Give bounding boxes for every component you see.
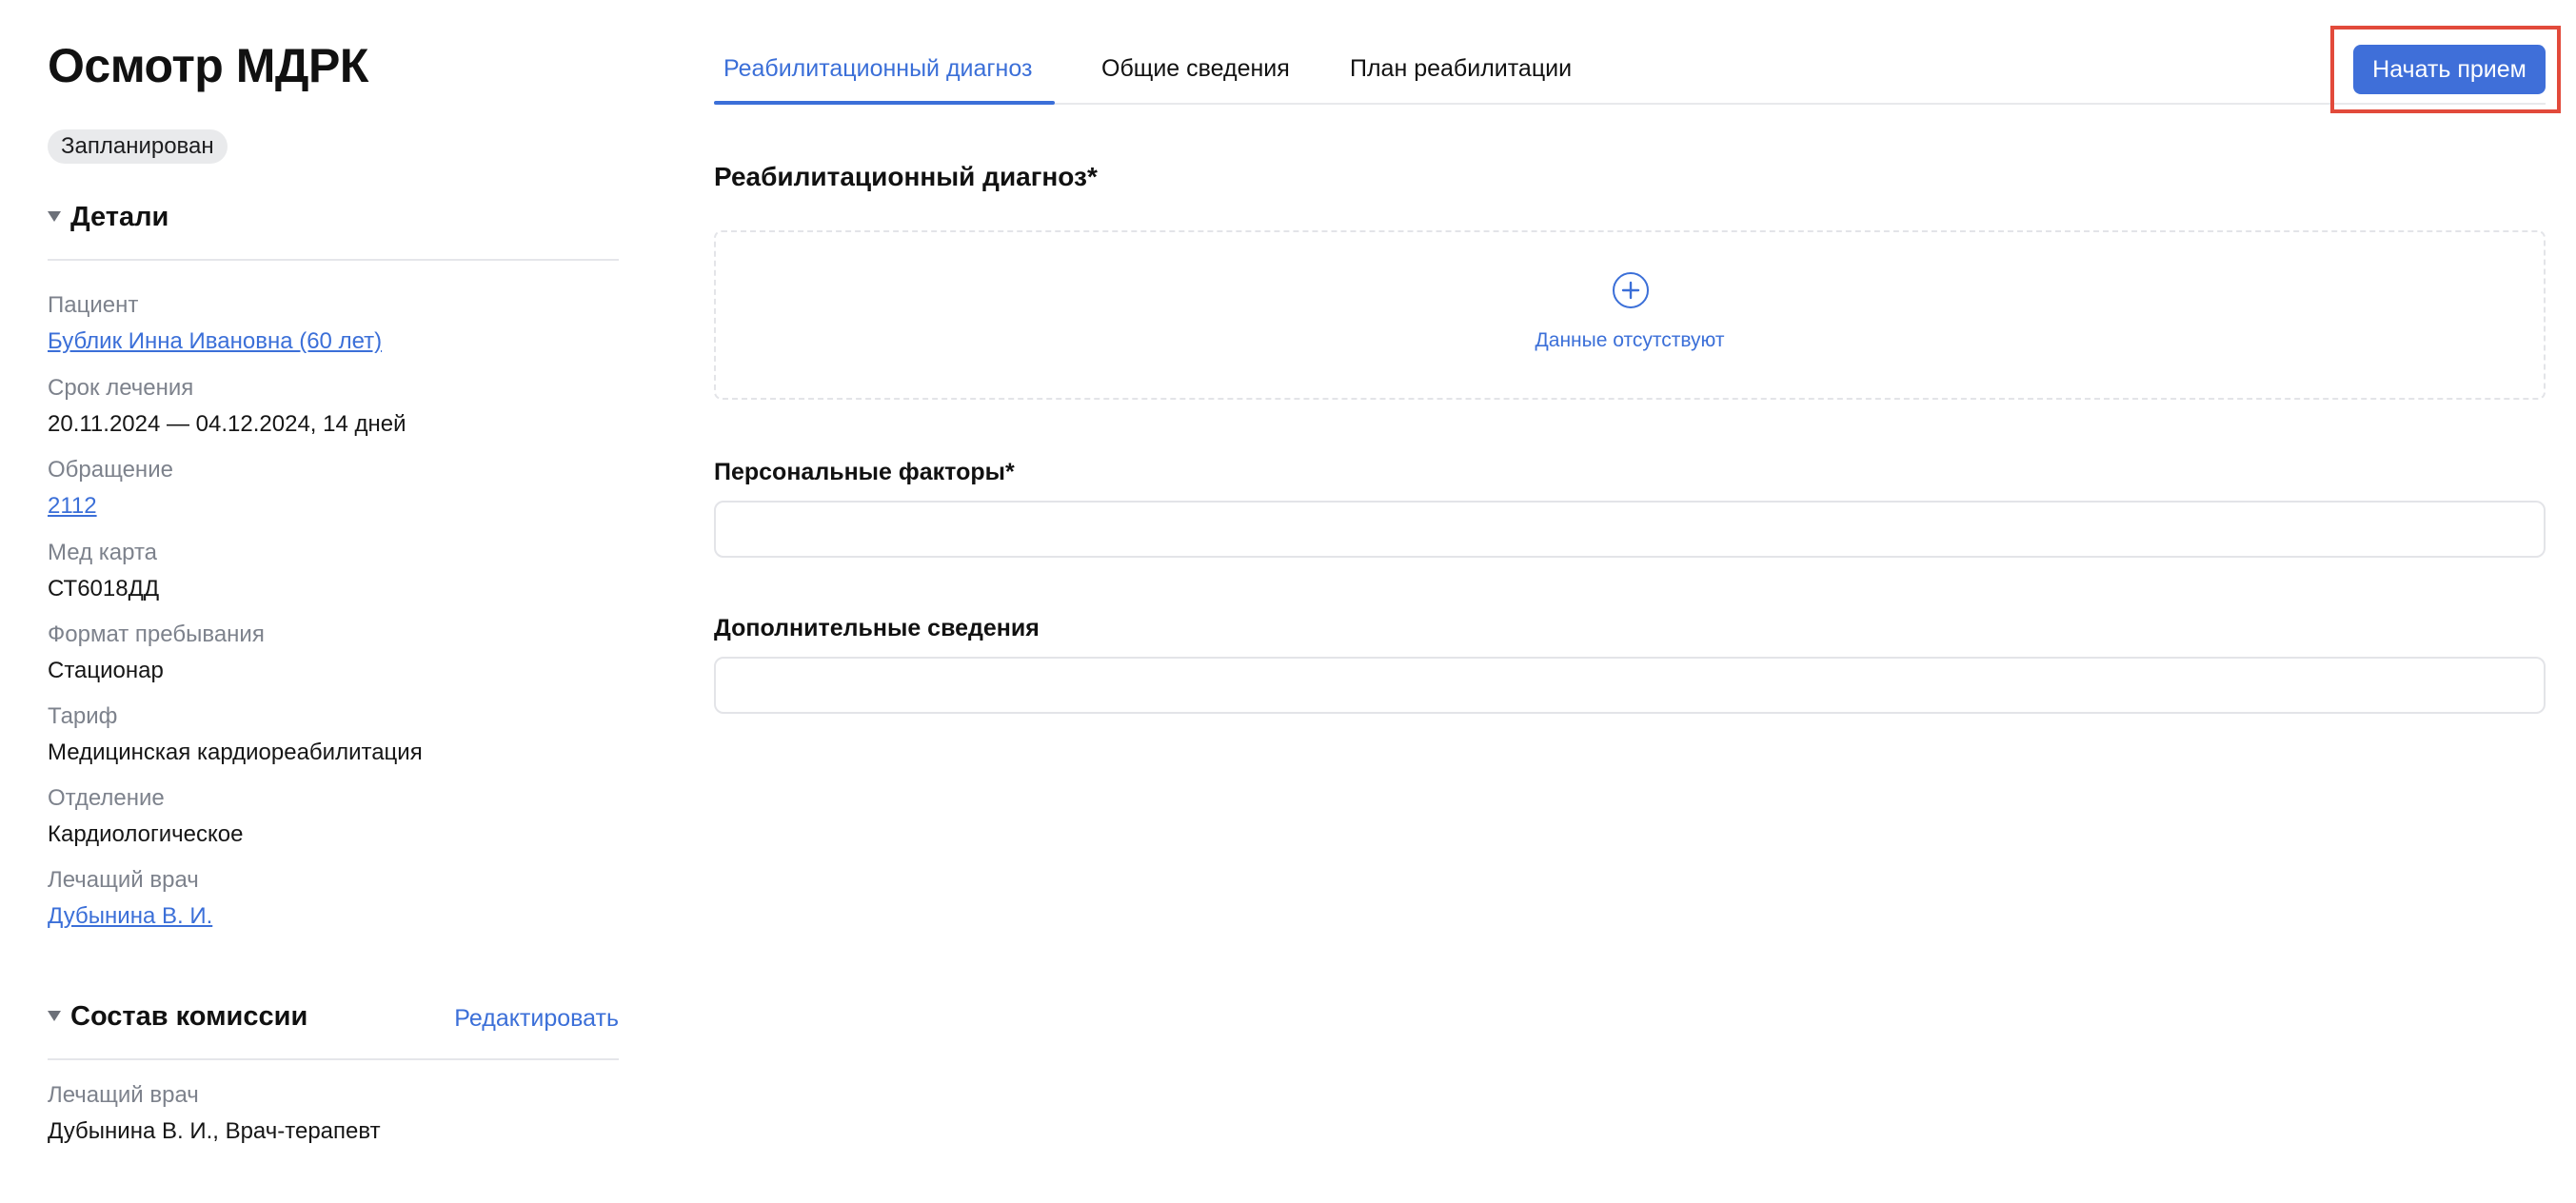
details-heading: Детали bbox=[70, 202, 169, 232]
field-stay-format bbox=[48, 621, 619, 685]
doctor-link[interactable]: Дубынина В. И. bbox=[48, 903, 213, 929]
appeal-link[interactable]: 2112 bbox=[48, 493, 97, 519]
field-value: Дубынина В. И., Врач-терапевт bbox=[48, 1118, 381, 1144]
collapse-triangle-icon[interactable] bbox=[48, 1011, 61, 1021]
field-label: Мед карта bbox=[48, 540, 158, 565]
edit-commission-link[interactable]: Редактировать bbox=[454, 1005, 619, 1032]
field-department bbox=[48, 784, 619, 849]
active-tab-indicator bbox=[714, 101, 1055, 105]
details-section-header[interactable] bbox=[48, 202, 619, 261]
field-patient bbox=[48, 291, 619, 356]
field-label: Отделение bbox=[48, 785, 165, 811]
empty-state-text: Данные отсутствуют bbox=[1535, 329, 1725, 351]
personal-factors-input[interactable] bbox=[714, 501, 2546, 558]
field-value: Стационар bbox=[48, 658, 164, 683]
field-label: Формат пребывания bbox=[48, 621, 265, 647]
additional-info-input[interactable] bbox=[714, 657, 2546, 714]
status-badge: Запланирован bbox=[48, 129, 228, 164]
field-med-card bbox=[48, 539, 619, 603]
diagnosis-title: Реабилитационный диагноз* bbox=[714, 162, 1098, 191]
field-label: Лечащий врач bbox=[48, 1082, 199, 1108]
field-label: Обращение bbox=[48, 457, 173, 483]
field-label: Пациент bbox=[48, 292, 139, 318]
collapse-triangle-icon[interactable] bbox=[48, 211, 61, 222]
page-title: Осмотр МДРК bbox=[48, 39, 368, 92]
tab-general-info[interactable]: Общие сведения bbox=[1101, 55, 1290, 82]
field-attending-doctor bbox=[48, 866, 619, 931]
field-label: Тариф bbox=[48, 703, 118, 729]
start-appointment-button[interactable]: Начать прием bbox=[2353, 45, 2546, 94]
field-value: Медицинская кардиореабилитация bbox=[48, 740, 423, 765]
diagnosis-empty-box[interactable] bbox=[714, 230, 2546, 400]
plus-circle-icon[interactable] bbox=[1613, 272, 1649, 308]
commission-member bbox=[48, 1081, 619, 1146]
tab-rehab-diagnosis[interactable]: Реабилитационный диагноз bbox=[723, 55, 1033, 82]
patient-link[interactable]: Бублик Инна Ивановна (60 лет) bbox=[48, 328, 383, 354]
field-value: СТ6018ДД bbox=[48, 576, 160, 602]
field-treatment-period bbox=[48, 374, 619, 439]
field-tariff bbox=[48, 702, 619, 767]
field-label: Лечащий врач bbox=[48, 867, 199, 893]
field-value: 20.11.2024 — 04.12.2024, 14 дней bbox=[48, 411, 406, 437]
tab-rehab-plan[interactable]: План реабилитации bbox=[1350, 55, 1573, 82]
field-appeal bbox=[48, 456, 619, 521]
field-label: Срок лечения bbox=[48, 375, 194, 401]
additional-info-label: Дополнительные сведения bbox=[714, 615, 1040, 641]
tab-bar bbox=[714, 38, 2546, 105]
commission-section-header[interactable] bbox=[48, 1001, 619, 1060]
personal-factors-label: Персональные факторы* bbox=[714, 459, 1015, 485]
commission-heading: Состав комиссии bbox=[70, 1001, 308, 1032]
field-value: Кардиологическое bbox=[48, 821, 244, 847]
